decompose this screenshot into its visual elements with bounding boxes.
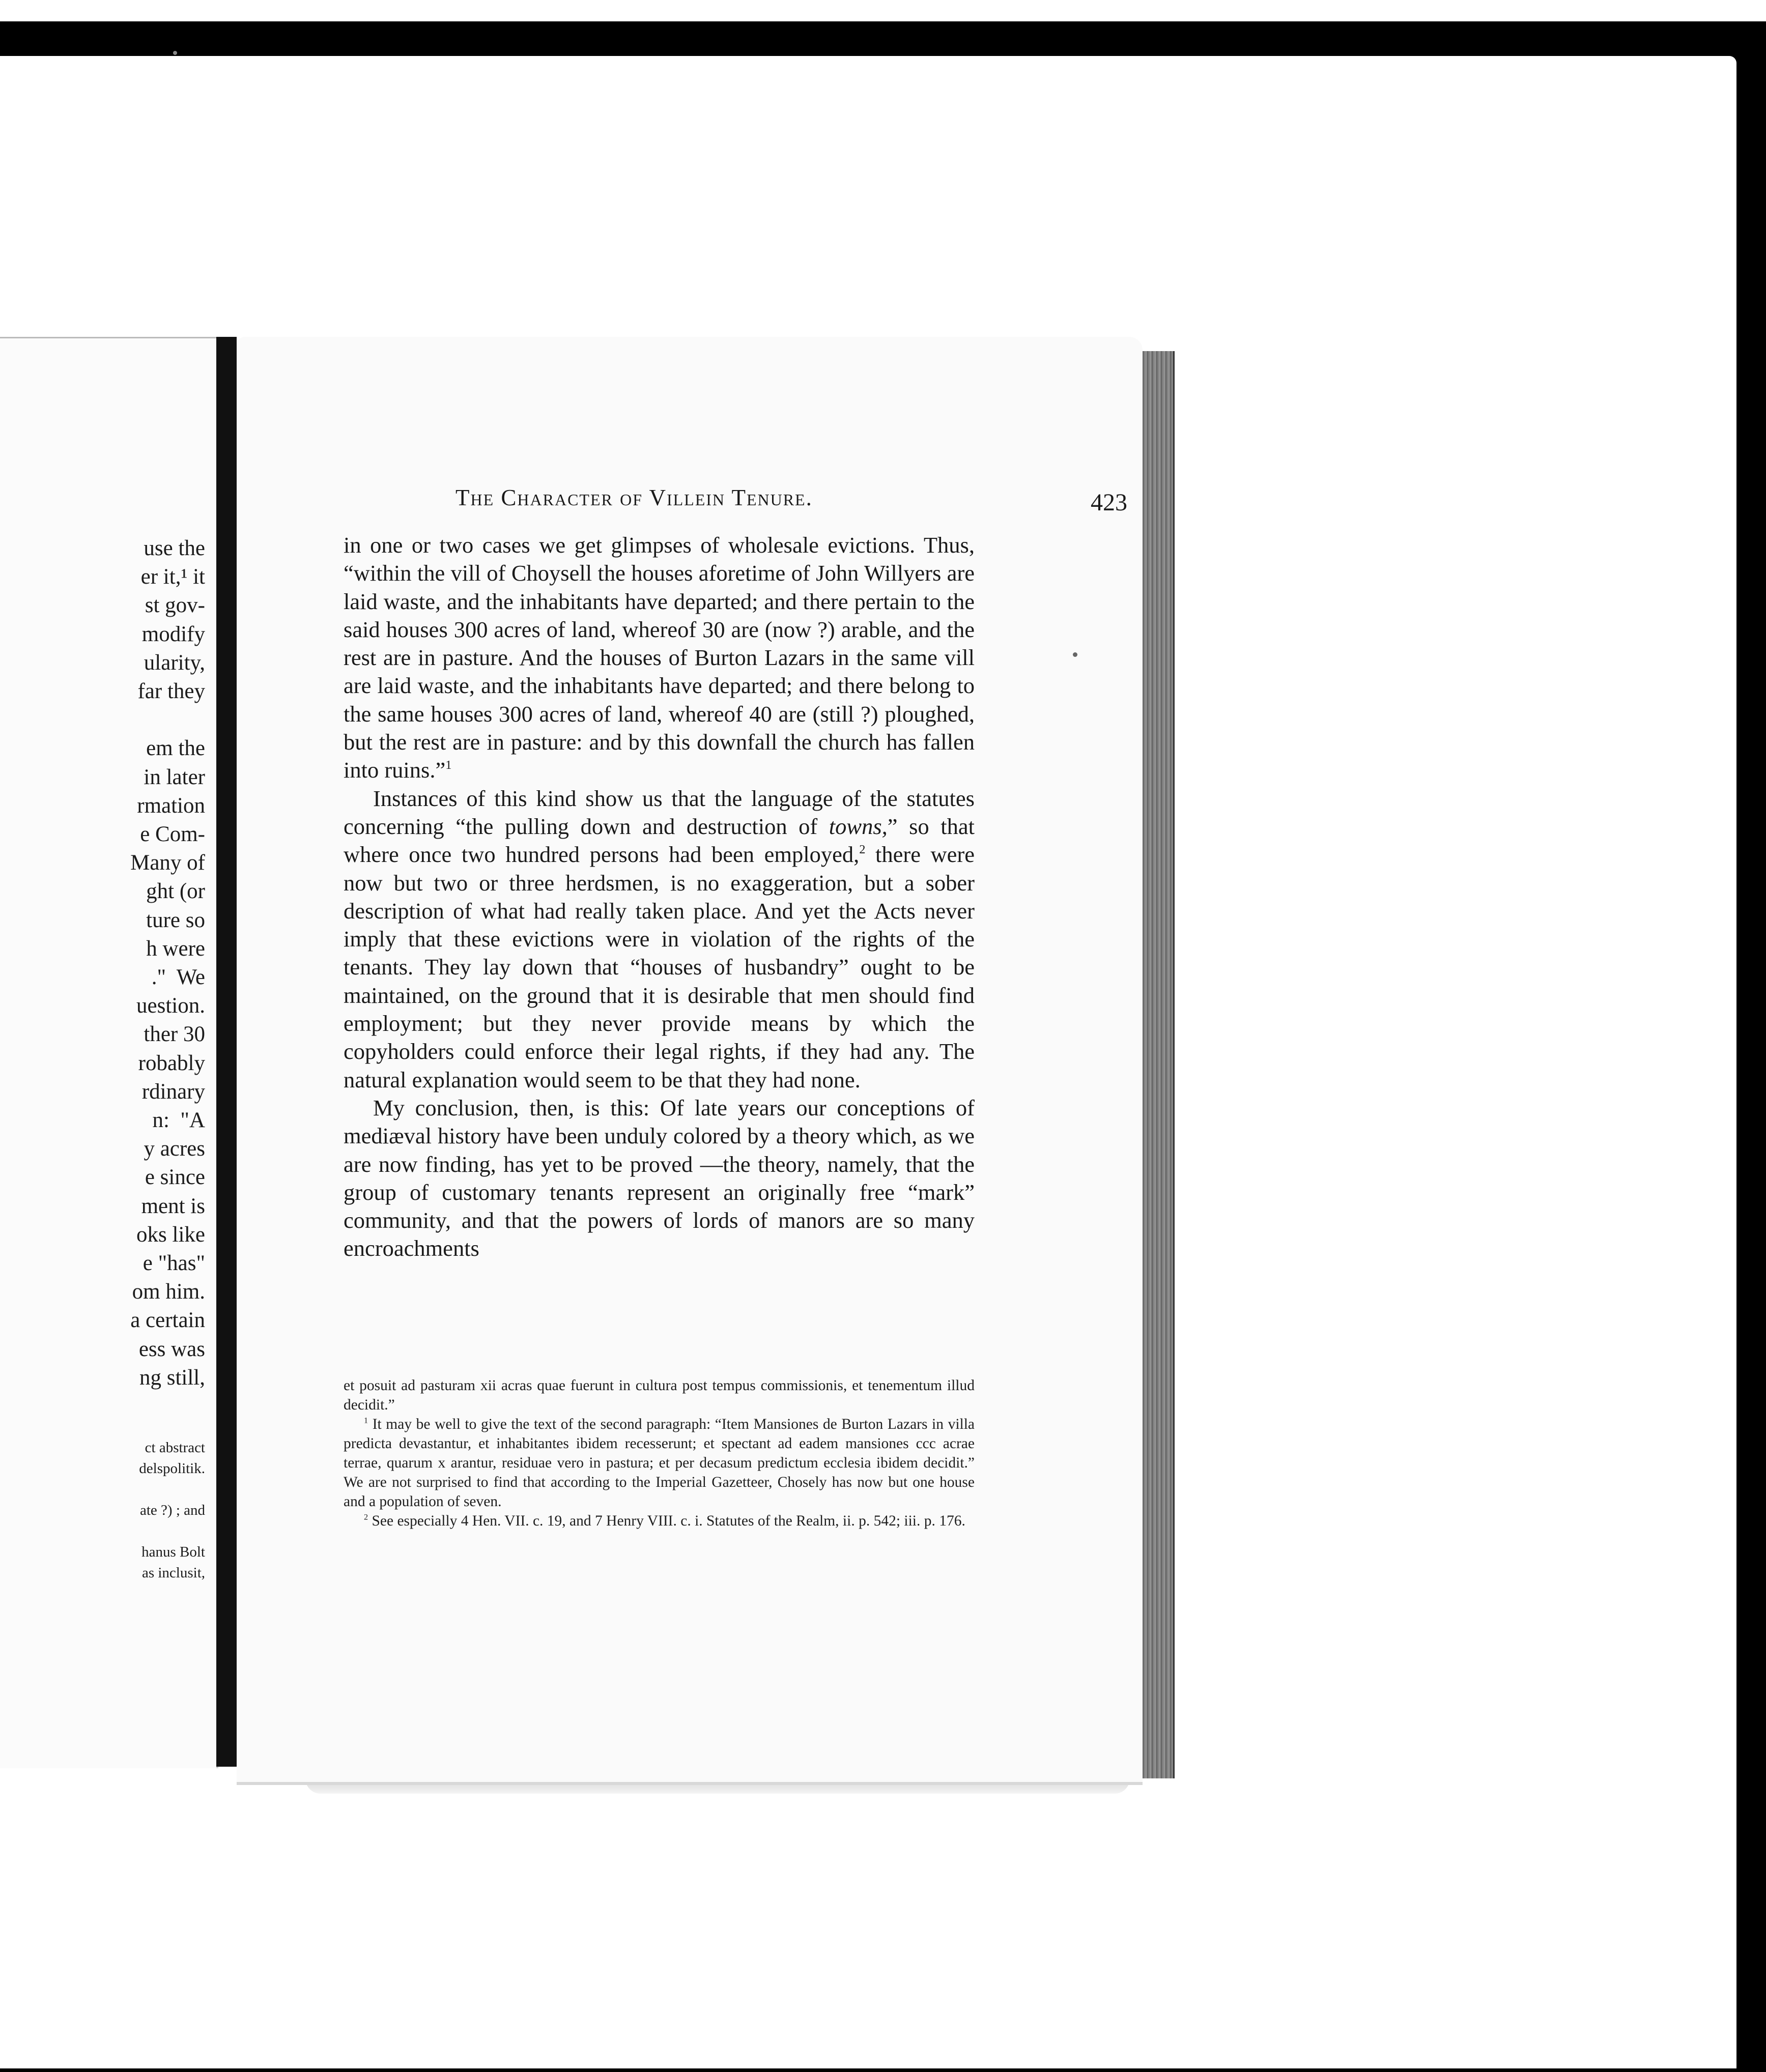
footnote-continued: et posuit ad pasturam xii acras quae fuerunt in cultura post tempus commissionis, et tenementum illud decidit.” bbox=[344, 1377, 975, 1413]
paragraph-1-text: in one or two cases we get glimpses of wholesale evictions. Thus, “within the vill of Choysell the houses aforetime of John Willyers are laid waste, and the inhabitants have departed; and there pertain to the said houses 300 acres of land, whereof 30 are (now ?) arable, and the rest are in pasture. And the houses of Burton Lazars in the same vill are laid waste, and the inhabitants have departed; and there belong to the same houses 300 acres of land, whereof 40 are (still ?) ploughed, but the rest are in pasture: and by this downfall the church has fallen into ruins.” bbox=[344, 532, 975, 783]
right-page bbox=[237, 337, 1143, 1782]
footnote-1-mark: 1 bbox=[364, 1416, 368, 1425]
scan-top-margin bbox=[0, 0, 1766, 21]
body-text bbox=[344, 531, 975, 1263]
footnote-1 bbox=[344, 1415, 975, 1511]
paragraph-2 bbox=[344, 785, 975, 1094]
footnote-ref-2: 2 bbox=[859, 843, 866, 857]
left-page bbox=[0, 337, 218, 1768]
paragraph-3-text: My conclusion, then, is this: Of late years our conceptions of mediæval history have been unduly colored by a theory which, as we are now finding, has yet to be proved —the theory, namely, that the group of customary tenants represent an originally free “mark” community, and that the powers of lords of manors are so many encroachments bbox=[344, 1095, 975, 1261]
left-page-footnotes: ct abstract delspolitik. ate ?) ; and hanus Bolt as inclusit, bbox=[139, 1440, 205, 1581]
scan-speck bbox=[1073, 652, 1077, 657]
footnote-2 bbox=[344, 1511, 975, 1531]
page-number: 423 bbox=[1091, 489, 1127, 516]
paragraph-2-italic-towns: towns, bbox=[829, 813, 888, 839]
paragraph-1 bbox=[344, 531, 975, 785]
running-head bbox=[455, 484, 1127, 520]
scan-speck bbox=[173, 51, 177, 55]
paragraph-2-text-c: there were now but two or three herdsmen, is no exaggeration, but a sober description of what had really taken place. And yet the Acts never imply that these evictions were in violation of the rights of the tenants. They lay down that “houses of husbandry” ought to be maintained, on the ground that it is desirable that men should find employment; but they never provide means by which the copyholders could enforce their legal rights, if they had any. The natural explanation would seem to be that they had none. bbox=[344, 842, 975, 1092]
footnote-2-text: See especially 4 Hen. VII. c. 19, and 7 Henry VIII. c. i. Statutes of the Realm, ii. p. 542; iii. p. 176. bbox=[372, 1513, 965, 1529]
paragraph-2-text-b: ” so that where once two hundred persons had been employed, bbox=[344, 813, 975, 868]
paragraph-3 bbox=[344, 1094, 975, 1263]
footnote-1-text: It may be well to give the text of the second paragraph: “Item Mansiones de Burton Lazars in villa predicta devastantur, et inhabitantes ibidem recesserunt; et spectant ad eadem mansiones ccc acrae terrae, quarum x arantur, residuae vero in pastura; et per decasum predictum ecclesia ibidem decidit.” We are not surprised to find that according to the Imperial Gazetteer, Chosely has now but one house and a population of seven. bbox=[344, 1416, 975, 1510]
footnote-ref-1: 1 bbox=[445, 758, 452, 772]
paragraph-2-text-a: Instances of this kind show us that the language of the statutes concerning “the pulling down and destruction of bbox=[344, 785, 975, 839]
footnotes bbox=[344, 1376, 975, 1531]
page-edges bbox=[1140, 351, 1175, 1778]
footnote-2-mark: 2 bbox=[364, 1512, 368, 1522]
running-title: The Character of Villein Tenure. bbox=[455, 485, 813, 510]
left-page-text: use the er it,¹ it st gov- modify ularity, far they em the in later rmation e Com- Many of ght (or ture so h were ." We uestion. ther 30 robably rdinary n: "A y acres e since ment is oks like e "has" om him. a certain ess was ng still, bbox=[130, 536, 205, 1390]
book-gutter bbox=[216, 337, 237, 1767]
